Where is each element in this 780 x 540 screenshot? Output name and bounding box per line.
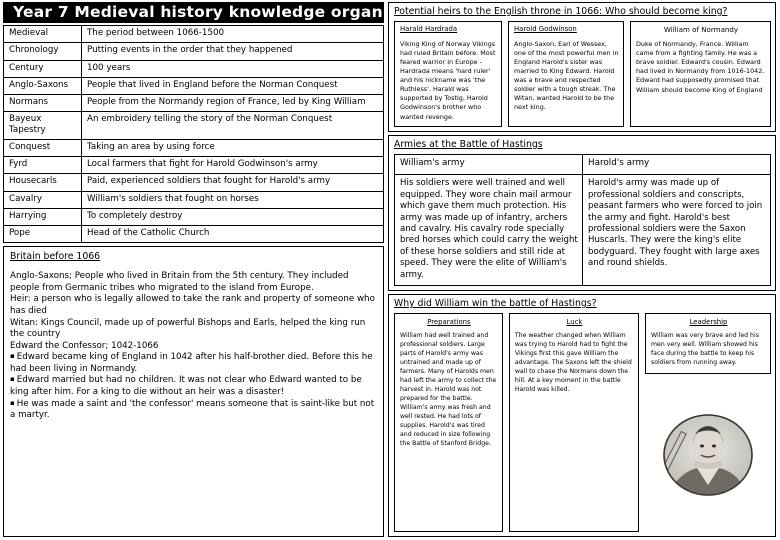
vocabulary-definition: Head of the Catholic Church bbox=[82, 225, 384, 242]
armies-cell: Harold's army was made up of professional soldiers and conscripts, peasant farmers who were forced to join the army and fight. Harold's best professional soldiers were the Saxon Huscarls. They were the king's elite bodyguard. They fought with large axes and round shields. bbox=[583, 175, 771, 286]
table-row bbox=[4, 208, 384, 225]
william-portrait-image bbox=[645, 413, 771, 497]
table-row bbox=[4, 157, 384, 174]
britain-paragraph: Edward the Confessor; 1042-1066 bbox=[10, 340, 159, 351]
vocabulary-definition: People from the Normandy region of France, led by King William bbox=[82, 94, 384, 111]
britain-paragraph: Anglo-Saxons; People who lived in Britain from the 5th century. They included people from Germanic tribes who migrated to the island from Europe. bbox=[10, 271, 349, 293]
vocabulary-term: Anglo-Saxons bbox=[4, 77, 82, 94]
vocabulary-table-body bbox=[4, 26, 384, 243]
heir-card-text: Anglo-Saxon, Earl of Wessex, one of the most powerful men in England Harold's sister was married to King Edward. Harold was a brave and respected soldier with a tough streak. The Witan, wanted Harold to be the next king. bbox=[514, 39, 619, 112]
heir-card-title: Harold Godwinson bbox=[514, 25, 577, 33]
vocabulary-term: Normans bbox=[4, 94, 82, 111]
britain-bullet: ▪ Edward married but had no children. It was not clear who Edward wanted to be king after him. For a king to die without an heir was a disaster! bbox=[10, 375, 377, 398]
vocabulary-definition: 100 years bbox=[82, 60, 384, 77]
armies-column-header: Harold's army bbox=[583, 154, 771, 175]
vocabulary-term: Chronology bbox=[4, 43, 82, 60]
table-row bbox=[4, 26, 384, 43]
table-row bbox=[4, 94, 384, 111]
britain-paragraph: Heir: a person who is legally allowed to take the rank and property of someone who has died bbox=[10, 294, 375, 316]
armies-heading: Armies at the Battle of Hastings bbox=[394, 138, 543, 150]
britain-before-1066-heading: Britain before 1066 bbox=[10, 250, 101, 262]
vocabulary-definition: Local farmers that fight for Harold Godwinson's army bbox=[82, 157, 384, 174]
britain-bullet: ▪ Edward became king of England in 1042 after his half-brother died. Before this he had been living in Normandy. bbox=[10, 352, 377, 375]
vocabulary-term: Medieval bbox=[4, 26, 82, 43]
william-portrait bbox=[645, 378, 771, 532]
right-column bbox=[388, 2, 776, 537]
potential-heirs-heading: Potential heirs to the English throne in 1066: Who should become king? bbox=[394, 6, 728, 17]
table-row bbox=[4, 140, 384, 157]
table-row bbox=[4, 60, 384, 77]
vocabulary-term: Century bbox=[4, 60, 82, 77]
potential-heirs-panel bbox=[388, 2, 776, 132]
reason-card-text: William was very brave and led his men very well. William showed his face during the battle to keep his soldiers from running away. bbox=[651, 332, 759, 367]
vocabulary-definition: William's soldiers that fought on horses bbox=[82, 191, 384, 208]
vocabulary-definition: To completely destroy bbox=[82, 208, 384, 225]
vocabulary-term: Housecarls bbox=[4, 174, 82, 191]
heir-card-harold-godwinson bbox=[508, 21, 624, 127]
armies-body-row bbox=[395, 175, 771, 286]
armies-header-row bbox=[395, 154, 771, 175]
table-row bbox=[4, 225, 384, 242]
reason-card-text: The weather changed when William was trying to Harold had to fight the Vikings first this gave William the advantage. The Saxons left the shield wall to chase the Normans down the hill. At a key moment in the battle Harold was killed. bbox=[514, 332, 632, 394]
armies-table-body bbox=[395, 154, 771, 285]
table-row bbox=[4, 111, 384, 139]
vocabulary-table bbox=[3, 25, 384, 243]
britain-bullet: ▪ He was made a saint and 'the confessor' means someone that is saint-like but not a martyr. bbox=[10, 399, 377, 422]
why-william-won-card-row bbox=[394, 313, 771, 532]
vocabulary-definition: The period between 1066-1500 bbox=[82, 26, 384, 43]
vocabulary-definition: An embroidery telling the story of the Norman Conquest bbox=[82, 111, 384, 139]
reason-card-title: Luck bbox=[566, 318, 583, 327]
potential-heirs-card-row bbox=[394, 21, 771, 127]
britain-before-1066-body bbox=[10, 271, 377, 422]
table-row bbox=[4, 191, 384, 208]
table-row bbox=[4, 77, 384, 94]
vocabulary-definition: Taking an area by using force bbox=[82, 140, 384, 157]
britain-paragraph: Witan: Kings Council, made up of powerful Bishops and Earls, helped the king run the country bbox=[10, 317, 366, 340]
why-william-won-heading: Why did William win the battle of Hastings? bbox=[394, 298, 597, 310]
reason-card-title: Preparations bbox=[427, 318, 471, 327]
heir-card-text: Viking King of Norway Vikings had ruled Britain before. Most feared warrior in Europe - Hardrada means 'hard ruler' and his nickname was 'the Ruthless'. Harald was supported by Tostig, Harold Godwinson's brother who wanted revenge. bbox=[400, 39, 496, 121]
armies-cell: His soldiers were well trained and well equipped. They wore chain mail armour which gave them much protection. His army was made up of infantry, archers and cavalry. His cavalry rode specially bred horses which could carry the weight of these horse soldiers and still ride at speed. They were the elite of William's army. bbox=[395, 175, 583, 286]
vocabulary-definition: Paid, experienced soldiers that fought for Harold's army bbox=[82, 174, 384, 191]
vocabulary-term: Conquest bbox=[4, 140, 82, 157]
vocabulary-term: Harrying bbox=[4, 208, 82, 225]
page-title: Year 7 Medieval history knowledge organiser bbox=[3, 2, 384, 23]
vocabulary-term: Pope bbox=[4, 225, 82, 242]
vocabulary-definition: People that lived in England before the Norman Conquest bbox=[82, 77, 384, 94]
reason-card-leadership-wrap bbox=[645, 313, 771, 532]
heir-card-harald-hardrada bbox=[394, 21, 502, 127]
vocabulary-definition: Putting events in the order that they happened bbox=[82, 43, 384, 60]
heir-card-william-of-normandy bbox=[630, 21, 771, 127]
heir-card-title: William of Normandy bbox=[663, 25, 739, 34]
why-william-won-panel bbox=[388, 294, 776, 537]
vocabulary-term: Bayeux Tapestry bbox=[4, 111, 82, 139]
heir-card-text: Duke of Normandy, France. William came from a fighting family. He was a brave soldier. Edward's cousin. Edward had lived in Normandy from 1016-1042. Edward had supposedly promised that William should become King of England bbox=[636, 40, 765, 94]
reason-card-text: William had well trained and professional soldiers. Large parts of Harold's army was untrained and made up of farmers. Many of Harolds men had left the army to collect the harvest in. Harold was not prepared for the battle. William's army was fresh and well rested. He had lots of supplies. Harold's was tired and reduced in size following the Battle of Stanford Bridge. bbox=[400, 332, 497, 447]
reason-card-leadership bbox=[645, 313, 771, 374]
armies-table bbox=[394, 154, 771, 286]
armies-panel bbox=[388, 135, 776, 291]
heir-card-title: Harald Hardrada bbox=[400, 25, 458, 33]
reason-card-preparations bbox=[394, 313, 503, 532]
table-row bbox=[4, 43, 384, 60]
britain-before-1066-panel bbox=[3, 246, 384, 537]
armies-column-header: William's army bbox=[395, 154, 583, 175]
reason-card-luck bbox=[509, 313, 639, 532]
vocabulary-term: Cavalry bbox=[4, 191, 82, 208]
reason-card-title: Leadership bbox=[689, 318, 728, 327]
left-column bbox=[3, 2, 417, 537]
table-row bbox=[4, 174, 384, 191]
vocabulary-term: Fyrd bbox=[4, 157, 82, 174]
